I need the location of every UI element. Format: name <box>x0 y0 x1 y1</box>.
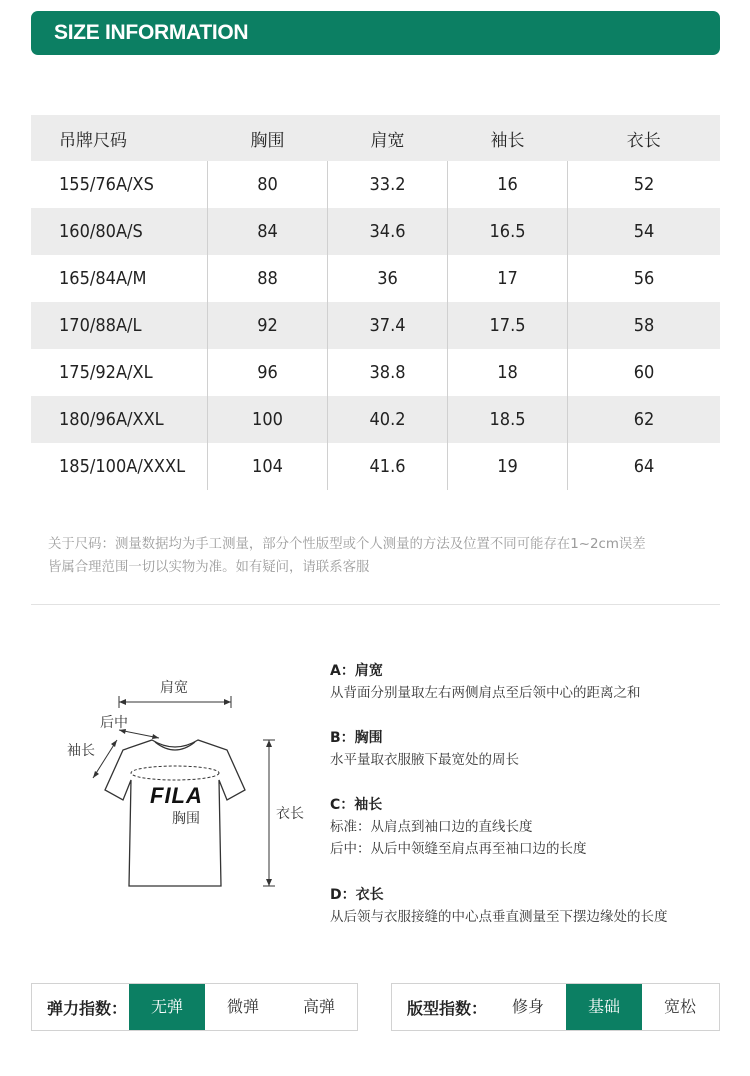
cell-size: 185/100A/XXXL <box>59 456 186 477</box>
cell-sleeve: 17 <box>448 255 568 302</box>
fit-label: 版型指数： <box>407 998 488 1018</box>
elasticity-index <box>31 983 358 1031</box>
definition-text: 水平量取衣服腋下最宽处的周长 <box>330 752 519 768</box>
cell-shoulder: 33.2 <box>328 161 448 208</box>
header-sleeve: 袖长 <box>490 130 525 151</box>
cell-sleeve: 18 <box>448 349 568 396</box>
back-center-label: 后中 <box>100 715 128 731</box>
cell-length: 62 <box>568 396 721 443</box>
definition-length <box>330 884 668 928</box>
chest-label: 胸围 <box>172 811 200 827</box>
definition-chest <box>330 727 519 771</box>
cell-length: 60 <box>568 349 721 396</box>
elasticity-option-high[interactable]: 高弹 <box>302 997 335 1016</box>
cell-chest: 84 <box>208 208 328 255</box>
cell-size: 180/96A/XXL <box>59 409 164 430</box>
cell-chest: 96 <box>208 349 328 396</box>
cell-sleeve: 18.5 <box>448 396 568 443</box>
header-length: 衣长 <box>626 130 661 151</box>
table-row <box>31 349 720 396</box>
table-row <box>31 302 720 349</box>
table-header-row <box>31 115 720 161</box>
cell-shoulder: 37.4 <box>328 302 448 349</box>
fit-index <box>391 983 720 1031</box>
note-line: 关于尺码：测量数据均为手工测量，部分个性版型或个人测量的方法及位置不同可能存在1~2cm误差 <box>48 537 646 552</box>
cell-shoulder: 40.2 <box>328 396 448 443</box>
definition-shoulder <box>330 660 641 704</box>
definition-text: 后中：从后中领缝至肩点再至袖口边的长度 <box>330 841 587 857</box>
table-row <box>31 161 720 208</box>
section-title: SIZE INFORMATION <box>54 21 249 44</box>
cell-chest: 88 <box>208 255 328 302</box>
cell-length: 58 <box>568 302 721 349</box>
length-label: 衣长 <box>276 806 304 822</box>
definition-text: 从后领与衣服接缝的中心点垂直测量至下摆边缘处的长度 <box>330 909 668 925</box>
header-shoulder: 肩宽 <box>370 130 405 151</box>
header-chest: 胸围 <box>250 130 285 151</box>
sleeve-label: 袖长 <box>67 743 95 759</box>
elasticity-label: 弹力指数： <box>47 998 128 1018</box>
definition-text: 从背面分别量取左右两侧肩点至后领中心的距离之和 <box>330 685 641 701</box>
cell-chest: 104 <box>208 443 328 490</box>
cell-length: 64 <box>568 443 721 490</box>
cell-shoulder: 38.8 <box>328 349 448 396</box>
elasticity-option-none[interactable]: 无弹 <box>129 984 205 1030</box>
definition-title: D：衣长 <box>330 887 384 903</box>
cell-size: 170/88A/L <box>59 315 142 336</box>
cell-shoulder: 41.6 <box>328 443 448 490</box>
cell-size: 160/80A/S <box>59 221 143 242</box>
cell-sleeve: 16.5 <box>448 208 568 255</box>
cell-sleeve: 19 <box>448 443 568 490</box>
shoulder-label: 肩宽 <box>160 680 188 696</box>
header-size: 吊牌尺码 <box>59 130 127 151</box>
divider <box>31 604 720 605</box>
definition-title: B：胸围 <box>330 730 383 746</box>
fit-option-slim[interactable]: 修身 <box>511 997 544 1016</box>
cell-length: 56 <box>568 255 721 302</box>
cell-size: 165/84A/M <box>59 268 147 289</box>
elasticity-option-slight[interactable]: 微弹 <box>226 997 259 1016</box>
cell-sleeve: 17.5 <box>448 302 568 349</box>
cell-size: 175/92A/XL <box>59 362 153 383</box>
note-line: 皆属合理范围一切以实物为准。如有疑问，请联系客服 <box>48 560 370 575</box>
cell-shoulder: 34.6 <box>328 208 448 255</box>
fit-option-loose[interactable]: 宽松 <box>663 997 696 1016</box>
definition-text: 标准：从肩点到袖口边的直线长度 <box>330 819 533 835</box>
fit-option-regular[interactable]: 基础 <box>566 984 642 1030</box>
cell-chest: 92 <box>208 302 328 349</box>
cell-size: 155/76A/XS <box>59 174 154 195</box>
cell-chest: 100 <box>208 396 328 443</box>
definition-title: A：肩宽 <box>330 663 383 679</box>
cell-length: 54 <box>568 208 721 255</box>
cell-length: 52 <box>568 161 721 208</box>
definition-title: C：袖长 <box>330 797 383 813</box>
section-header <box>31 11 720 55</box>
table-row <box>31 255 720 302</box>
size-table <box>31 115 720 490</box>
table-row <box>31 443 720 490</box>
measurement-note <box>48 533 728 579</box>
cell-sleeve: 16 <box>448 161 568 208</box>
table-row <box>31 208 720 255</box>
definition-sleeve <box>330 794 587 860</box>
cell-chest: 80 <box>208 161 328 208</box>
cell-shoulder: 36 <box>328 255 448 302</box>
table-row <box>31 396 720 443</box>
fila-logo: FILA <box>150 783 203 808</box>
